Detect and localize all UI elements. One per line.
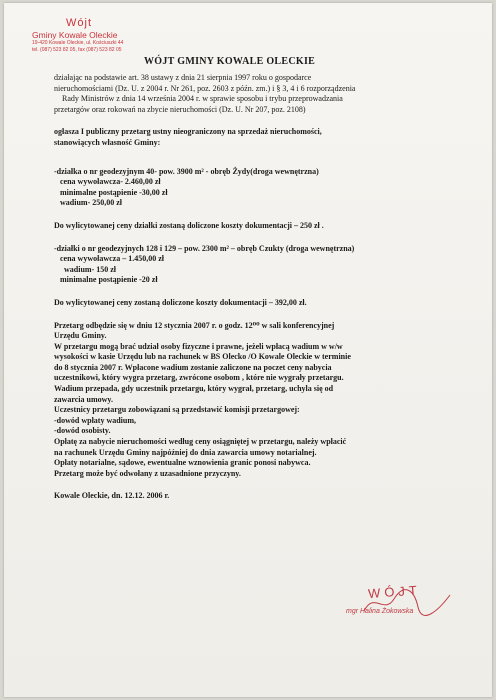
date-line: Kowale Oleckie, dn. 12.12. 2006 r. [54, 491, 170, 501]
office-stamp [32, 17, 123, 54]
signature-name: mgr Halina Żokowska [346, 608, 414, 615]
detail-line: Przetarg odbędzie się w dniu 12 stycznia 2007 r. o godz. 12⁰⁰ w sali konferencyjnej [54, 320, 335, 330]
detail-line: Wadium przepada, gdy uczestnik przetargu, który wygrał, przetarg, uchyla się od [54, 384, 334, 394]
detail-line: Uczestnicy przetargu zobowiązani są przedstawić komisji przetargowej: [54, 405, 300, 415]
detail-line: uczestnikowi, który wygra przetarg, zwrócone osobom , które nie wygrały przetargu. [54, 373, 344, 383]
intro-line: Rady Ministrów z dnia 14 września 2004 r. w sprawie sposobu i trybu przeprowadzania [62, 94, 343, 104]
document-page [4, 3, 492, 697]
announce-line: ogłasza I publiczny przetarg ustny nieograniczony na sprzedaż nieruchomości, [54, 127, 322, 137]
detail-line: W przetargu mogą brać udział osoby fizyczne i prawne, jeżeli wpłacą wadium w w/w [54, 341, 343, 351]
detail-line: Opłaty notarialne, sądowe, ewentualne wznowienia granic ponosi nabywca. [54, 458, 311, 468]
detail-line: do 8 stycznia 2007 r. Wpłacone wadium zostanie zaliczone na poczet ceny nabycia [54, 362, 332, 372]
detail-line: -dowód wpłaty wadium, [54, 415, 137, 425]
intro-line: przetargów oraz rokowań na zbycie nieruchomości (Dz. U. Nr 207, poz. 2108) [54, 104, 306, 114]
detail-line: na rachunek Urzędu Gminy najpóźniej do dnia zawarcia umowy notarialnej. [54, 447, 317, 457]
announce-line: stanowiących własność Gminy: [54, 137, 161, 147]
plot2-line: -działki o nr geodezyjnych 128 i 129 – pow. 2300 m² – obręb Czukty (droga wewnętrzna) [54, 243, 355, 253]
intro-line: nieruchomościami (Dz. U. z 2004 r. Nr 261, poz. 2603 z późn. zm.) i § 3, 4 i 6 rozporządzenia [54, 83, 356, 93]
plot1-line: -działka o nr geodezyjnym 40- pow. 3900 m² - obręb Żydy(droga wewnętrzna) [54, 166, 319, 176]
stamp-phone: tel. (087) 523 82 05, fax (087) 523 82 05 [32, 47, 122, 53]
plot2-price: cena wywoławcza – 1.450,00 zł [60, 254, 164, 264]
plot1-deposit: wadium- 250,00 zł [60, 198, 122, 208]
detail-line: -dowód osobisty. [54, 426, 111, 436]
stamp-subtitle: Gminy Kowale Oleckie [32, 30, 118, 40]
document-header: WÓJT GMINY KOWALE OLECKIE [144, 56, 316, 67]
plot2-step: minimalne postąpienie -20 zł [60, 275, 158, 285]
stamp-title: Wójt [66, 17, 92, 29]
detail-line: wysokości w kasie Urzędu lub na rachunek w BS Olecko /O Kowale Oleckie w terminie [54, 352, 351, 362]
detail-line: Urzędu Gminy. [54, 331, 107, 341]
document-body [54, 73, 474, 502]
detail-line: Opłatę za nabycie nieruchomości według ceny osiągniętej w przetargu, należy wpłacić [54, 437, 347, 447]
intro-line: działając na podstawie art. 38 ustawy z dnia 21 sierpnia 1997 roku o gospodarce [54, 73, 312, 82]
plot1-costs: Do wylicytowanej ceny działki zostaną doliczone koszty dokumentacji – 250 zł . [54, 220, 324, 230]
signature-title: WÓJT [367, 582, 422, 602]
plot2-costs: Do wylicytowanej ceny zostaną doliczone koszty dokumentacji – 392,00 zł. [54, 297, 307, 307]
detail-line: Przetarg może być odwołany z uzasadnione przyczyny. [54, 468, 241, 478]
stamp-address: 19-420 Kowale Oleckie, ul. Kościuszki 44 [32, 40, 124, 46]
plot1-step: minimalne postąpienie -30,00 zł [60, 187, 168, 197]
plot2-deposit: wadium- 150 zł [64, 264, 116, 274]
signature-block [346, 582, 422, 615]
plot1-price: cena wywoławcza- 2.460,00 zł [60, 177, 161, 187]
detail-line: zawarcia umowy. [54, 394, 113, 404]
